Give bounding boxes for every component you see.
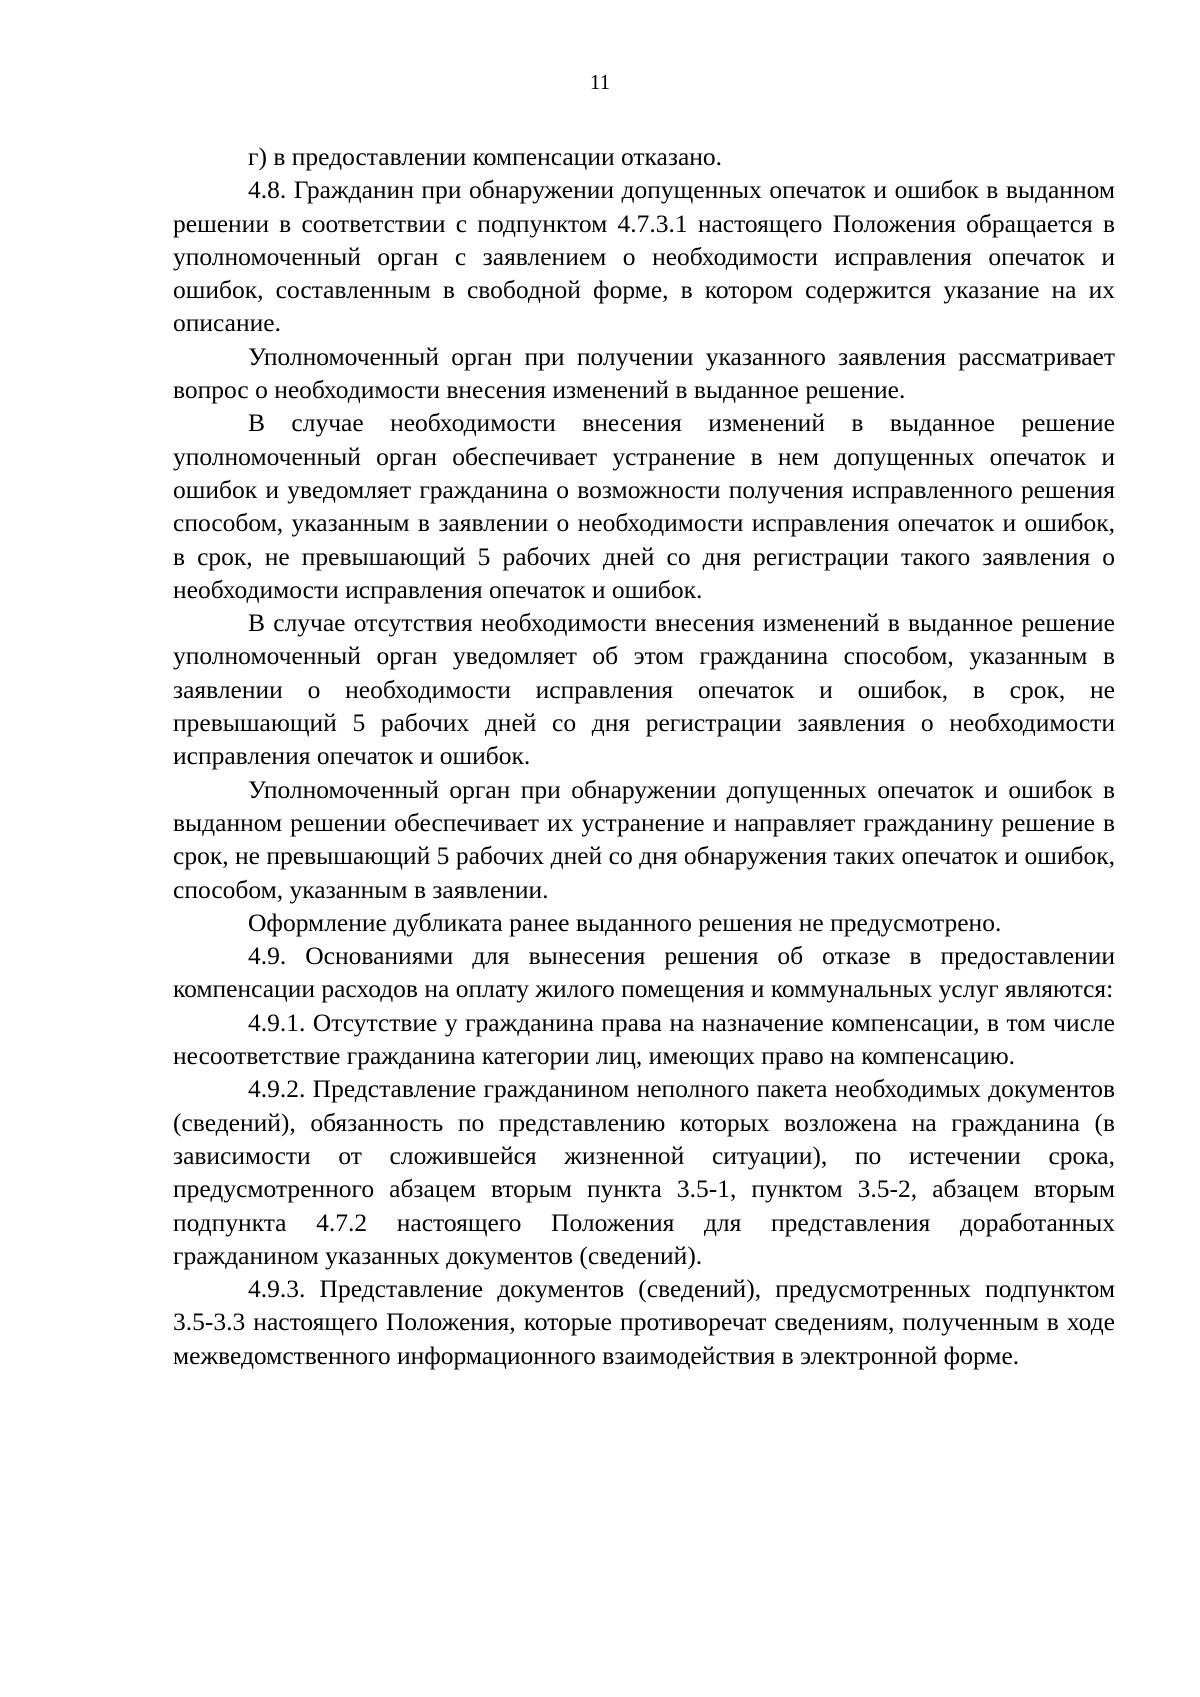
paragraph-4-9: 4.9. Основаниями для вынесения решения об отказе в предоставлении компенсации расходов на оплату жилого помещения и коммунальных услуг являются: (173, 941, 1115, 1004)
page-number: 11 (589, 70, 611, 94)
paragraph-4-8: 4.8. Гражданин при обнаружении допущенных опечаток и ошибок в выданном решении в соответствии с подпунктом 4.7.3.1 настоящего Положения обращается в уполномоченный орган с заявлением о необходимости исправления опечаток и ошибок, составленным в свободной форме, в котором содержится указание на их описание. (173, 175, 1115, 338)
paragraph-item-g: г) в предоставлении компенсации отказано. (248, 142, 723, 171)
paragraph-authority-review: Уполномоченный орган при получении указанного заявления рассматривает вопрос о необходимости внесения изменений в выданное решение. (173, 341, 1115, 405)
paragraph-4-9-3: 4.9.3. Представление документов (сведений), предусмотренных подпунктом 3.5-3.3 настоящего Положения, которые противоречат сведениям, полученным в ходе межведомственного информационного взаимодействия в электронной форме. (173, 1274, 1115, 1370)
paragraph-authority-detects-errors: Уполномоченный орган при обнаружении допущенных опечаток и ошибок в выданном решении обеспечивает их устранение и направляет гражданину решение в срок, не превышающий 5 рабочих дней со дня обнаружения таких опечаток и ошибок, способом, указанным в заявлении. (173, 774, 1115, 904)
paragraph-changes-needed: В случае необходимости внесения изменений в выданное решение уполномоченный орган обеспечивает устранение в нем допущенных опечаток и ошибок и уведомляет гражданина о возможности получения исправленного решения способом, указанным в заявлении о необходимости исправления опечаток и ошибок, в срок, не превышающий 5 рабочих дней со дня регистрации такого заявления о необходимости исправления опечаток и ошибок. (173, 408, 1115, 604)
paragraph-no-duplicate: Оформление дубликата ранее выданного решения не предусмотрено. (248, 907, 1002, 937)
paragraph-no-changes-needed: В случае отсутствия необходимости внесения изменений в выданное решение уполномоченный орган уведомляет об этом гражданина способом, указанным в заявлении о необходимости исправления опечаток и ошибок, в срок, не превышающий 5 рабочих дней со дня регистрации заявления о необходимости исправления опечаток и ошибок. (173, 608, 1115, 771)
paragraph-4-9-2: 4.9.2. Представление гражданином неполного пакета необходимых документов (сведений), обязанность по представлению которых возложена на гражданина (в зависимости от сложившейся жизненной ситуации), по истечении срока, предусмотренного абзацем вторым пункта 3.5-1, пунктом 3.5-2, абзацем вторым подпункта 4.7.2 настоящего Положения для представления доработанных гражданином указанных документов (сведений). (173, 1074, 1115, 1270)
paragraph-4-9-1: 4.9.1. Отсутствие у гражданина права на назначение компенсации, в том числе несоответствие гражданина категории лиц, имеющих право на компенсацию. (173, 1007, 1115, 1071)
document-body (173, 140, 1115, 1372)
